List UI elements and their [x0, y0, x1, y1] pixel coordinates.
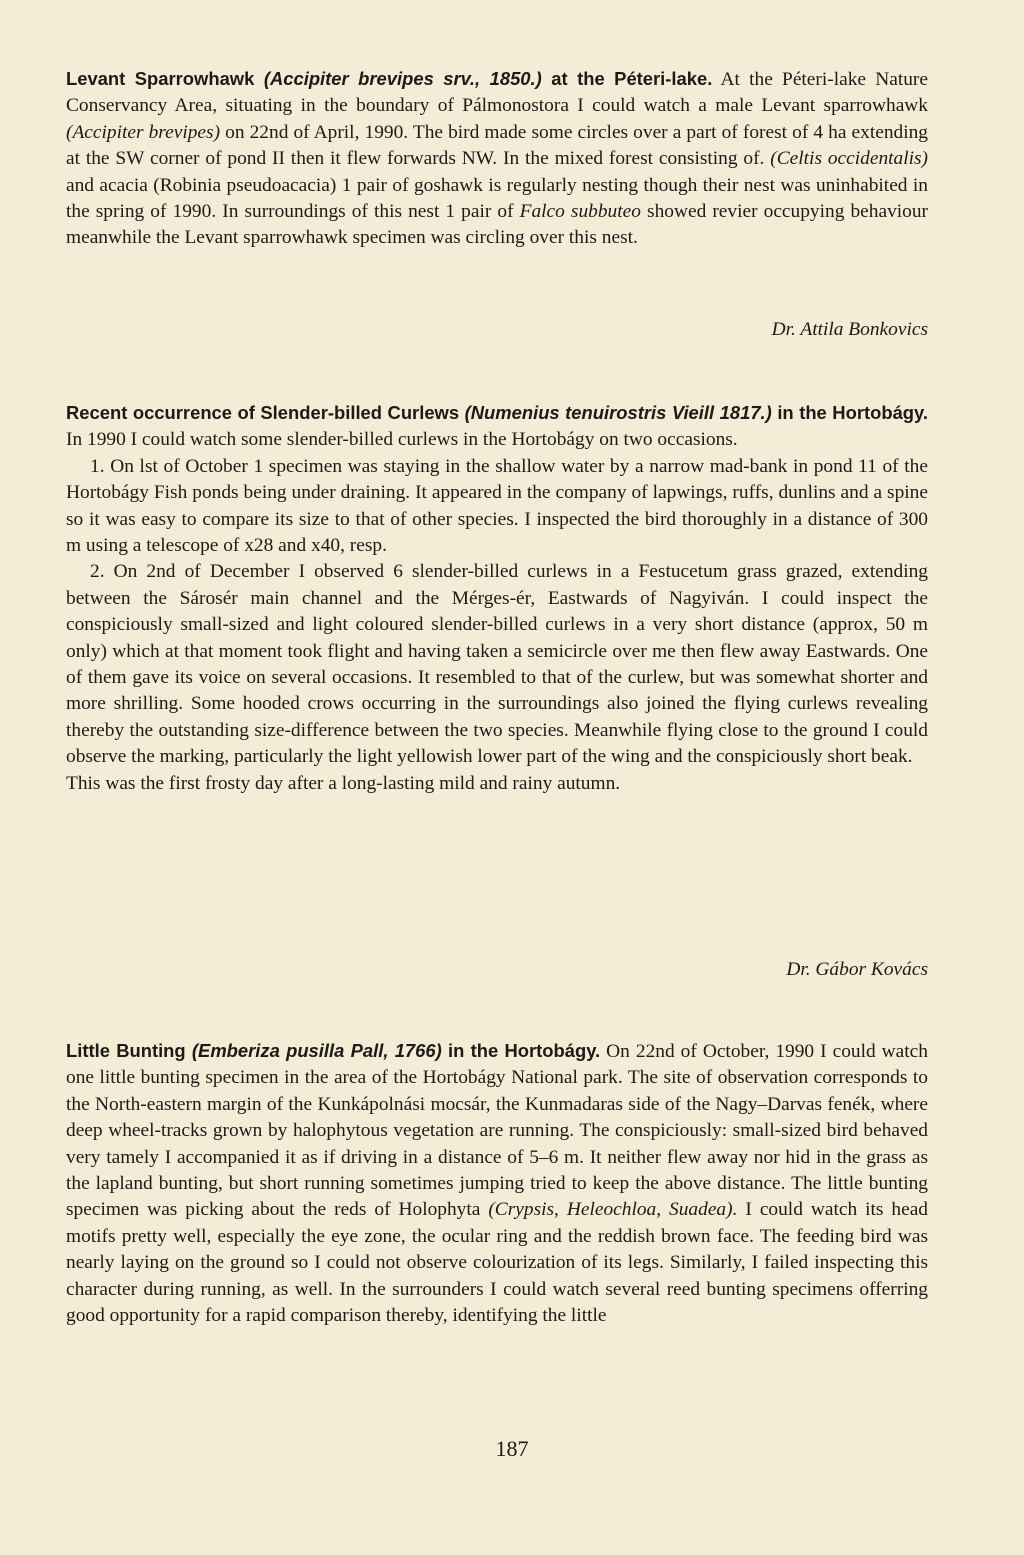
- note-heading: at the Péteri-lake.: [541, 68, 713, 89]
- note-little-bunting: [66, 1038, 928, 1329]
- page-number: 187: [495, 1436, 529, 1461]
- note-heading: in the Hortobágy.: [771, 402, 929, 423]
- note-text: showed revier occupying behaviour meanwhile the Levant sparrowhawk specimen was circling over this nest.: [66, 201, 928, 249]
- note-text: I could watch its head motifs pretty well, especially the eye zone, the ocular ring and the reddish brown face. The feeding bird was nearly laying on the ground so I could not observe colourization of its legs. Similarly, I failed inspecting this character during running, as well. In the surrounders I could watch several reed bunting specimens offerring good opportunity for a rapid comparison thereby, identifying the little: [66, 1199, 928, 1327]
- note-text: At the Péteri-lake Nature Conservancy Area, situating in the boundary of Pálmonostora I could watch a male Levant sparrowhawk: [66, 69, 928, 117]
- species-name: (Celtis occidentalis): [770, 148, 928, 170]
- note-levant-sparrowhawk: [66, 66, 928, 252]
- species-name: Falco subbuteo: [519, 201, 641, 223]
- author-signature: Dr. Gábor Kovács: [786, 959, 928, 980]
- note-text: on 22nd of April, 1990. The bird made some circles over a part of forest of 4 ha extending at the SW corner of pond II then it flew forwards NW. In the mixed forest consisting of.: [66, 121, 928, 170]
- note-heading-species: (Numenius tenuirostris Vieill 1817.): [464, 402, 772, 423]
- note-text: and acacia (Robinia pseudoacacia) 1 pair of goshawk is regularly nesting though their nest was uninhabited in the spring of 1990. In surroundings of this nest 1 pair of: [66, 174, 928, 223]
- note-heading: Little Bunting: [66, 1040, 192, 1061]
- note-paragraph: 1. On lst of October 1 specimen was staying in the shallow water by a narrow mad-bank in pond 11 of the Hortobágy Fish ponds being under draining. It appeared in the company of lapwings, ruffs, dunlins and a spine so it was easy to compare its size to that of other species. I inspected the bird thoroughly in a distance of 300 m using a telescope of x28 and x40, resp.: [66, 455, 928, 557]
- note-text: On 22nd of October, 1990 I could watch one little bunting specimen in the area of the Hortobágy National park. The site of observation corresponds to the North-eastern margin of the Kunkápolnási mocsár, the Kunmadaras side of the Nagy–Darvas fenék, where deep wheel-tracks grown by halophytous vegetation are running. The conspiciously: small-sized bird behaved very tamely I accompanied it as if driving in a distance of 5–6 m. It neither flew away nor hid in the grass as the lapland bunting, but short running sometimes jumping tried to keep the above distance. The little bunting specimen was picking about the reds of Holophyta: [66, 1041, 928, 1221]
- note-heading: Recent occurrence of Slender-billed Curlews: [66, 402, 465, 423]
- note-heading: Levant Sparrowhawk: [66, 68, 264, 89]
- species-name: (Accipiter brevipes): [66, 121, 221, 143]
- note-heading: in the Hortobágy.: [441, 1040, 601, 1061]
- note-paragraph: This was the first frosty day after a long-lasting mild and rainy autumn.: [66, 772, 621, 794]
- note-heading-species: (Accipiter brevipes srv., 1850.): [263, 68, 542, 89]
- note-text: In 1990 I could watch some slender-billed curlews in the Hortobágy on two occasions.: [66, 429, 738, 451]
- species-name: (Crypsis, Heleochloa, Suadea).: [488, 1199, 738, 1221]
- note-slender-billed-curlews: [66, 400, 928, 797]
- note-heading-species: (Emberiza pusilla Pall, 1766): [191, 1040, 442, 1061]
- author-signature: Dr. Attila Bonkovics: [771, 319, 928, 340]
- note-paragraph: 2. On 2nd of December I observed 6 slender-billed curlews in a Festucetum grass grazed, extending between the Sárosér main channel and the Mérges-ér, Eastwards of Nagyiván. I could inspect the conspiciously small-sized and light coloured slender-billed curlews in a very short distance (approx, 50 m only) which at that moment took flight and having taken a semicircle over me then flew away Eastwards. One of them gave its voice on several occasions. It resembled to that of the curlew, but was somewhat shorter and more shrilling. Some hooded crows occurring in the surroundings also joined the flying curlews revealing thereby the outstanding size-difference between the two species. Meanwhile flying close to the ground I could observe the marking, particularly the light yellowish lower part of the wing and the conspiciously short beak.: [66, 561, 928, 768]
